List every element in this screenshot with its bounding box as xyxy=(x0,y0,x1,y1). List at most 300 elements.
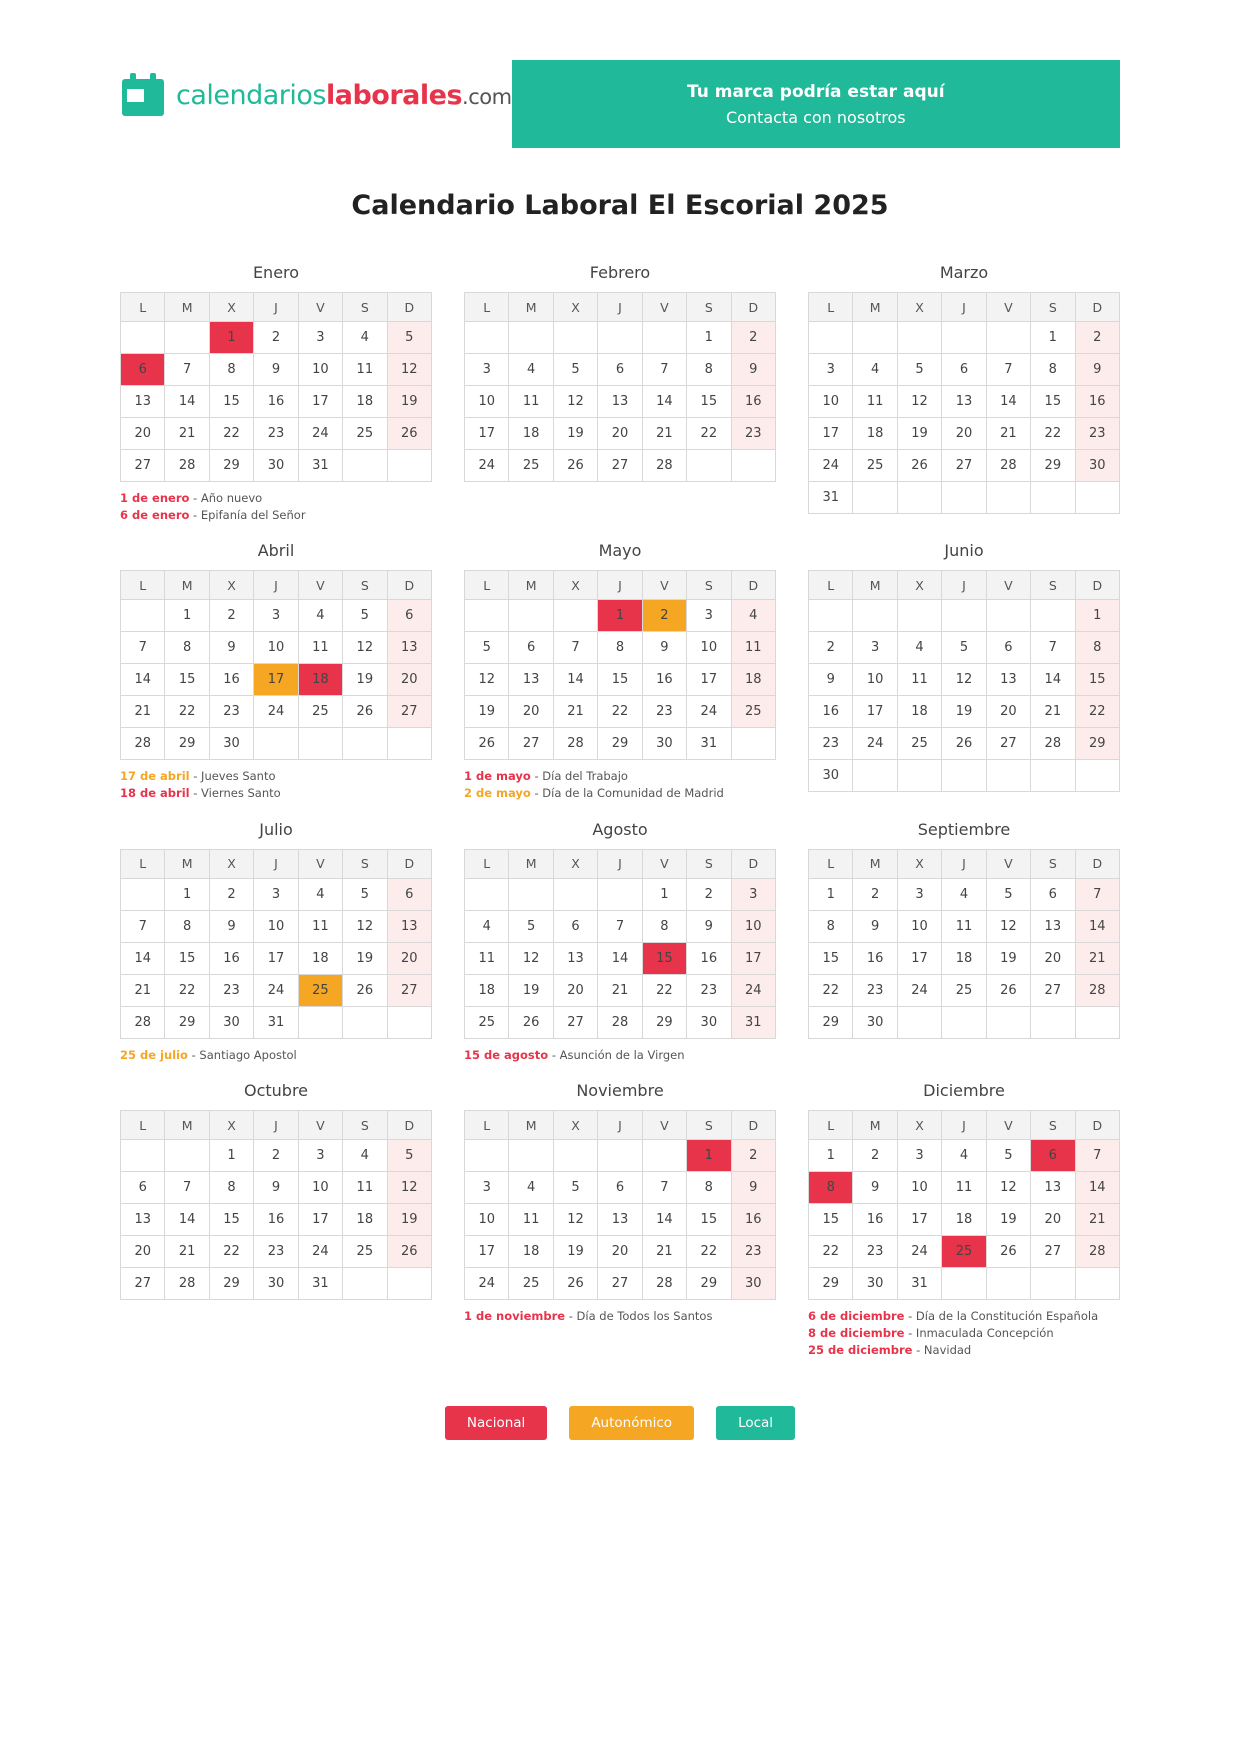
weekday-header: M xyxy=(165,293,209,322)
day-cell: 18 xyxy=(853,418,897,450)
day-cell: 27 xyxy=(121,1268,165,1300)
weekday-header: S xyxy=(687,1111,731,1140)
day-cell: 18 xyxy=(509,418,553,450)
day-cell: 9 xyxy=(731,354,775,386)
weekday-header: L xyxy=(809,571,853,600)
week-row xyxy=(465,728,776,760)
day-cell: 14 xyxy=(165,1204,209,1236)
legend-item-nacional[interactable]: Nacional xyxy=(445,1406,547,1440)
day-cell: 26 xyxy=(986,974,1030,1006)
weekday-header: L xyxy=(121,849,165,878)
holiday-name: - Navidad xyxy=(912,1342,972,1357)
day-cell: 30 xyxy=(642,728,686,760)
week-row xyxy=(809,910,1120,942)
week-row xyxy=(465,600,776,632)
month-name: Mayo xyxy=(598,541,642,561)
month-table xyxy=(464,292,776,482)
day-cell: 31 xyxy=(897,1268,941,1300)
day-cell-empty xyxy=(1031,600,1075,632)
holiday-date: 25 de diciembre xyxy=(808,1342,913,1357)
day-cell: 21 xyxy=(553,696,597,728)
day-cell: 2 xyxy=(809,632,853,664)
weekday-header: V xyxy=(986,293,1030,322)
day-cell: 7 xyxy=(986,354,1030,386)
day-cell: 28 xyxy=(1031,728,1075,760)
day-cell: 30 xyxy=(687,1006,731,1038)
week-row xyxy=(809,418,1120,450)
weekday-header: J xyxy=(598,571,642,600)
week-row xyxy=(809,760,1120,792)
day-cell: 30 xyxy=(254,450,298,482)
day-cell: 4 xyxy=(942,1140,986,1172)
day-cell: 7 xyxy=(642,1172,686,1204)
day-cell: 16 xyxy=(254,386,298,418)
holiday-date: 1 de mayo xyxy=(464,769,531,784)
legend-item-local[interactable]: Local xyxy=(716,1406,795,1440)
day-cell: 25 xyxy=(343,418,387,450)
weekday-header: J xyxy=(598,849,642,878)
day-cell: 16 xyxy=(1075,386,1119,418)
day-cell: 31 xyxy=(254,1006,298,1038)
day-cell: 2 xyxy=(853,878,897,910)
day-cell-empty xyxy=(1075,1268,1119,1300)
day-cell: 24 xyxy=(897,1236,941,1268)
day-cell: 11 xyxy=(343,1172,387,1204)
weekday-header: L xyxy=(809,293,853,322)
holiday-date: 15 de agosto xyxy=(464,1047,549,1062)
day-cell: 18 xyxy=(942,942,986,974)
month-table xyxy=(808,849,1120,1039)
day-cell: 26 xyxy=(986,1236,1030,1268)
day-cell: 5 xyxy=(986,1140,1030,1172)
day-cell: 24 xyxy=(298,418,342,450)
weekday-header: S xyxy=(687,571,731,600)
weekday-header: S xyxy=(1031,293,1075,322)
day-cell: 3 xyxy=(897,878,941,910)
day-cell: 18 xyxy=(731,664,775,696)
day-cell: 17 xyxy=(687,664,731,696)
day-cell-empty xyxy=(465,1140,509,1172)
day-cell: 9 xyxy=(209,910,253,942)
week-row xyxy=(465,974,776,1006)
day-cell: 28 xyxy=(553,728,597,760)
day-cell: 12 xyxy=(986,910,1030,942)
weekday-header: L xyxy=(465,293,509,322)
day-cell: 6 xyxy=(387,878,431,910)
day-cell: 8 xyxy=(598,632,642,664)
day-cell-empty xyxy=(387,450,431,482)
day-cell: 5 xyxy=(343,878,387,910)
month-block xyxy=(808,249,1120,523)
day-cell: 9 xyxy=(731,1172,775,1204)
week-row xyxy=(121,1204,432,1236)
day-cell: 19 xyxy=(509,974,553,1006)
day-cell: 1 xyxy=(687,322,731,354)
day-cell-empty xyxy=(731,728,775,760)
day-cell: 3 xyxy=(853,632,897,664)
day-cell: 13 xyxy=(121,386,165,418)
weekday-header: J xyxy=(254,571,298,600)
day-cell: 12 xyxy=(465,664,509,696)
weekday-header: S xyxy=(343,1111,387,1140)
week-row xyxy=(121,322,432,354)
day-cell-empty xyxy=(942,322,986,354)
day-cell: 20 xyxy=(942,418,986,450)
day-cell-empty xyxy=(343,728,387,760)
week-row xyxy=(121,418,432,450)
day-cell: 5 xyxy=(509,910,553,942)
holiday-item xyxy=(464,1047,776,1064)
day-cell-holiday: 15 xyxy=(642,942,686,974)
holiday-name: - Año nuevo xyxy=(189,491,263,505)
day-cell: 26 xyxy=(553,450,597,482)
day-cell: 27 xyxy=(387,974,431,1006)
weekday-header: D xyxy=(387,1111,431,1140)
weekday-header: X xyxy=(209,293,253,322)
holiday-name: - Asunción de la Virgen xyxy=(548,1047,685,1062)
day-cell-empty xyxy=(1075,482,1119,514)
month-name: Abril xyxy=(257,541,295,561)
day-cell-empty xyxy=(897,600,941,632)
week-row xyxy=(809,728,1120,760)
day-cell: 11 xyxy=(731,632,775,664)
day-cell: 25 xyxy=(465,1006,509,1038)
month-table xyxy=(808,570,1120,792)
holiday-item xyxy=(464,785,776,802)
day-cell: 24 xyxy=(465,1268,509,1300)
holiday-name: - Epifanía del Señor xyxy=(189,507,306,522)
month-table xyxy=(808,1110,1120,1300)
day-cell: 12 xyxy=(986,1172,1030,1204)
day-cell-empty xyxy=(553,1140,597,1172)
day-cell: 16 xyxy=(687,942,731,974)
day-cell: 13 xyxy=(942,386,986,418)
day-cell: 5 xyxy=(387,322,431,354)
weekday-header: V xyxy=(986,571,1030,600)
weekday-header: M xyxy=(509,849,553,878)
day-cell: 28 xyxy=(642,1268,686,1300)
day-cell: 10 xyxy=(687,632,731,664)
week-row xyxy=(121,386,432,418)
month-table xyxy=(464,849,776,1039)
month-block xyxy=(808,806,1120,1064)
day-cell-holiday: 1 xyxy=(687,1140,731,1172)
holiday-name: - Día de la Constitución Española xyxy=(904,1309,1099,1324)
week-row xyxy=(809,696,1120,728)
month-table xyxy=(120,1110,432,1300)
day-cell: 23 xyxy=(853,974,897,1006)
day-cell: 10 xyxy=(809,386,853,418)
day-cell: 25 xyxy=(897,728,941,760)
day-cell: 30 xyxy=(853,1006,897,1038)
month-table xyxy=(464,570,776,760)
day-cell: 13 xyxy=(986,664,1030,696)
holiday-date: 6 de diciembre xyxy=(808,1309,905,1324)
day-cell: 20 xyxy=(598,418,642,450)
month-block xyxy=(808,527,1120,801)
day-cell: 21 xyxy=(1031,696,1075,728)
day-cell: 15 xyxy=(165,942,209,974)
weekday-header: J xyxy=(942,1111,986,1140)
day-cell-empty xyxy=(387,1006,431,1038)
week-row xyxy=(465,942,776,974)
day-cell: 24 xyxy=(897,974,941,1006)
week-row xyxy=(809,322,1120,354)
day-cell: 22 xyxy=(1031,418,1075,450)
month-name: Agosto xyxy=(592,819,648,839)
day-cell: 3 xyxy=(298,1140,342,1172)
ad-banner[interactable] xyxy=(512,60,1120,148)
weekday-header: J xyxy=(942,293,986,322)
day-cell: 13 xyxy=(598,386,642,418)
day-cell: 8 xyxy=(1075,632,1119,664)
day-cell: 7 xyxy=(553,632,597,664)
day-cell: 16 xyxy=(731,1204,775,1236)
day-cell: 26 xyxy=(343,696,387,728)
day-cell: 11 xyxy=(853,386,897,418)
holiday-list xyxy=(808,1308,1120,1358)
day-cell: 16 xyxy=(209,664,253,696)
day-cell-holiday: 25 xyxy=(298,974,342,1006)
day-cell: 6 xyxy=(387,600,431,632)
day-cell: 15 xyxy=(209,386,253,418)
weekday-header: X xyxy=(209,849,253,878)
day-cell: 6 xyxy=(553,910,597,942)
day-cell-empty xyxy=(387,728,431,760)
day-cell: 4 xyxy=(942,878,986,910)
day-cell: 11 xyxy=(298,910,342,942)
day-cell: 14 xyxy=(1075,910,1119,942)
legend-item-autonómico[interactable]: Autonómico xyxy=(569,1406,694,1440)
day-cell: 25 xyxy=(509,1268,553,1300)
day-cell: 17 xyxy=(897,942,941,974)
day-cell: 29 xyxy=(598,728,642,760)
week-row xyxy=(809,632,1120,664)
weekday-header: V xyxy=(986,849,1030,878)
weekday-header: X xyxy=(553,293,597,322)
day-cell: 8 xyxy=(165,910,209,942)
day-cell-empty xyxy=(121,600,165,632)
weekday-header: J xyxy=(598,293,642,322)
day-cell-empty xyxy=(1075,1006,1119,1038)
day-cell-holiday: 1 xyxy=(209,322,253,354)
day-cell: 19 xyxy=(942,696,986,728)
day-cell: 13 xyxy=(387,910,431,942)
month-block xyxy=(120,1067,432,1358)
day-cell: 6 xyxy=(598,354,642,386)
day-cell: 30 xyxy=(853,1268,897,1300)
day-cell: 26 xyxy=(465,728,509,760)
day-cell: 21 xyxy=(121,696,165,728)
day-cell: 8 xyxy=(687,354,731,386)
month-block xyxy=(464,249,776,523)
day-cell: 29 xyxy=(165,1006,209,1038)
week-row xyxy=(465,386,776,418)
day-cell: 7 xyxy=(121,910,165,942)
day-cell: 7 xyxy=(1075,1140,1119,1172)
weekday-header: D xyxy=(387,571,431,600)
weekday-header: X xyxy=(897,1111,941,1140)
day-cell-empty xyxy=(731,450,775,482)
day-cell: 4 xyxy=(731,600,775,632)
day-cell: 5 xyxy=(553,354,597,386)
week-row xyxy=(465,1236,776,1268)
holiday-date: 17 de abril xyxy=(120,769,190,784)
day-cell: 27 xyxy=(1031,1236,1075,1268)
weekday-header: D xyxy=(731,849,775,878)
day-cell: 10 xyxy=(465,1204,509,1236)
day-cell: 9 xyxy=(254,1172,298,1204)
holiday-list xyxy=(120,1047,432,1064)
day-cell: 23 xyxy=(1075,418,1119,450)
day-cell: 22 xyxy=(598,696,642,728)
day-cell: 22 xyxy=(209,1236,253,1268)
day-cell: 30 xyxy=(209,1006,253,1038)
week-row xyxy=(465,1006,776,1038)
day-cell: 25 xyxy=(509,450,553,482)
weekday-header: J xyxy=(942,849,986,878)
day-cell-empty xyxy=(509,322,553,354)
week-row xyxy=(121,910,432,942)
week-row xyxy=(121,1268,432,1300)
day-cell-empty xyxy=(853,600,897,632)
site-logo[interactable] xyxy=(120,60,512,118)
day-cell: 3 xyxy=(731,878,775,910)
week-row xyxy=(465,1268,776,1300)
day-cell: 28 xyxy=(1075,1236,1119,1268)
day-cell: 7 xyxy=(642,354,686,386)
day-cell: 17 xyxy=(897,1204,941,1236)
weekday-header: J xyxy=(254,849,298,878)
day-cell-empty xyxy=(121,322,165,354)
day-cell: 26 xyxy=(897,450,941,482)
day-cell: 20 xyxy=(598,1236,642,1268)
week-row xyxy=(809,1236,1120,1268)
day-cell-empty xyxy=(986,322,1030,354)
day-cell-empty xyxy=(343,450,387,482)
day-cell: 14 xyxy=(121,664,165,696)
weekday-header: J xyxy=(942,571,986,600)
holiday-item xyxy=(120,785,432,802)
day-cell: 24 xyxy=(254,974,298,1006)
weekday-header: L xyxy=(809,849,853,878)
day-cell: 8 xyxy=(165,632,209,664)
day-cell-empty xyxy=(942,760,986,792)
week-row xyxy=(121,632,432,664)
day-cell: 26 xyxy=(509,1006,553,1038)
day-cell: 23 xyxy=(254,1236,298,1268)
day-cell: 27 xyxy=(598,1268,642,1300)
day-cell: 2 xyxy=(209,600,253,632)
weekday-header: M xyxy=(165,849,209,878)
day-cell: 14 xyxy=(986,386,1030,418)
day-cell: 1 xyxy=(165,878,209,910)
logo-text-part3: .com xyxy=(462,84,512,109)
day-cell: 21 xyxy=(642,418,686,450)
week-row xyxy=(121,1140,432,1172)
day-cell: 30 xyxy=(254,1268,298,1300)
day-cell: 11 xyxy=(343,354,387,386)
weekday-header: X xyxy=(553,849,597,878)
day-cell: 8 xyxy=(687,1172,731,1204)
day-cell-empty xyxy=(509,878,553,910)
day-cell: 22 xyxy=(809,1236,853,1268)
day-cell: 19 xyxy=(387,386,431,418)
week-row xyxy=(465,696,776,728)
day-cell: 18 xyxy=(343,1204,387,1236)
day-cell: 20 xyxy=(387,664,431,696)
day-cell: 12 xyxy=(553,386,597,418)
day-cell: 21 xyxy=(1075,942,1119,974)
weekday-header: V xyxy=(986,1111,1030,1140)
day-cell: 29 xyxy=(687,1268,731,1300)
day-cell: 24 xyxy=(298,1236,342,1268)
ad-banner-line2: Contacta con nosotros xyxy=(725,107,906,127)
day-cell: 12 xyxy=(509,942,553,974)
day-cell: 10 xyxy=(254,632,298,664)
day-cell: 9 xyxy=(209,632,253,664)
weekday-header: D xyxy=(1075,849,1119,878)
weekday-header: L xyxy=(465,571,509,600)
day-cell: 7 xyxy=(165,1172,209,1204)
day-cell-empty xyxy=(465,878,509,910)
day-cell: 26 xyxy=(387,418,431,450)
day-cell: 22 xyxy=(165,696,209,728)
day-cell: 11 xyxy=(897,664,941,696)
day-cell: 31 xyxy=(298,450,342,482)
day-cell: 4 xyxy=(343,322,387,354)
day-cell: 18 xyxy=(465,974,509,1006)
weekday-header: D xyxy=(731,293,775,322)
day-cell-empty xyxy=(897,1006,941,1038)
day-cell: 30 xyxy=(809,760,853,792)
day-cell: 1 xyxy=(642,878,686,910)
day-cell: 24 xyxy=(254,696,298,728)
day-cell: 4 xyxy=(853,354,897,386)
day-cell-empty xyxy=(1031,482,1075,514)
day-cell: 26 xyxy=(553,1268,597,1300)
day-cell: 19 xyxy=(553,418,597,450)
day-cell: 28 xyxy=(598,1006,642,1038)
day-cell: 4 xyxy=(509,1172,553,1204)
day-cell: 26 xyxy=(387,1236,431,1268)
day-cell: 9 xyxy=(254,354,298,386)
day-cell-empty xyxy=(1031,1268,1075,1300)
holiday-date: 1 de enero xyxy=(120,491,190,505)
holiday-item xyxy=(464,768,776,785)
week-row xyxy=(465,418,776,450)
holiday-item xyxy=(464,1308,776,1325)
day-cell: 27 xyxy=(1031,974,1075,1006)
day-cell: 27 xyxy=(598,450,642,482)
day-cell: 25 xyxy=(343,1236,387,1268)
day-cell: 9 xyxy=(642,632,686,664)
holiday-list xyxy=(464,1047,776,1064)
month-name: Junio xyxy=(944,541,984,561)
day-cell: 19 xyxy=(387,1204,431,1236)
day-cell: 20 xyxy=(121,418,165,450)
day-cell-empty xyxy=(165,322,209,354)
day-cell: 12 xyxy=(387,354,431,386)
holiday-date: 6 de enero xyxy=(120,507,190,522)
day-cell: 13 xyxy=(509,664,553,696)
week-row xyxy=(809,1006,1120,1038)
day-cell-holiday: 2 xyxy=(642,600,686,632)
day-cell: 13 xyxy=(387,632,431,664)
day-cell-holiday: 6 xyxy=(1031,1140,1075,1172)
day-cell: 19 xyxy=(465,696,509,728)
weekday-header: X xyxy=(897,293,941,322)
